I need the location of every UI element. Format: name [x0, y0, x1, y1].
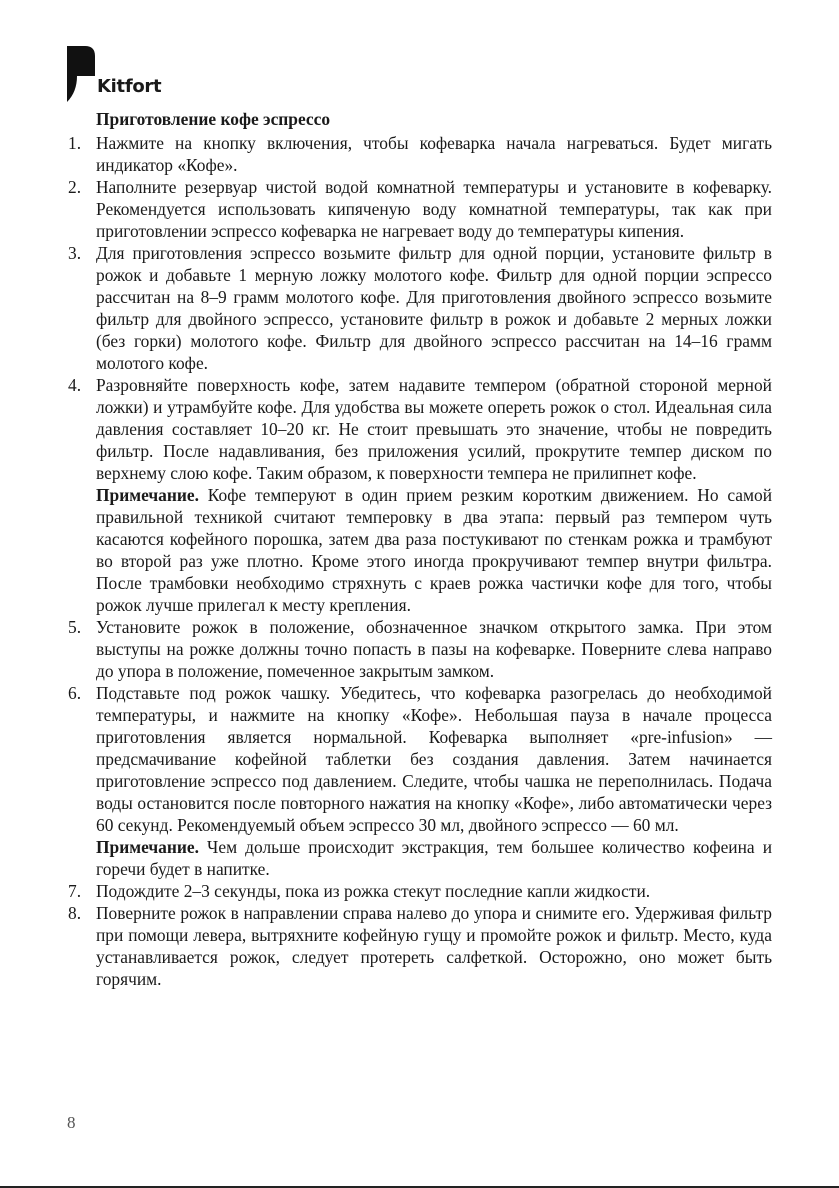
page-number: 8 — [67, 1113, 76, 1132]
step-text: Наполните резервуар чистой водой комнатной температуры и установите в кофеварку. Рекомендуется использовать кипяченую воду комнатной температуры, так как при приготовлении эспрессо кофеварка не нагревает воду до температуры кипения. — [96, 177, 772, 241]
step-3 — [66, 242, 772, 374]
step-number: 3. — [68, 243, 82, 263]
brand-logo — [67, 46, 187, 106]
step-number: 4. — [68, 375, 82, 395]
step-5 — [66, 616, 772, 682]
step-text: Установите рожок в положение, обозначенное значком открытого замка. При этом выступы на рожке должны точно попасть в пазы на кофеварке. Поверните слева направо до упора в положение, помеченное закрытым замком. — [96, 617, 772, 681]
step-1 — [66, 132, 772, 176]
note-label: Примечание. — [96, 485, 199, 505]
step-number: 1. — [68, 133, 82, 153]
step-number: 2. — [68, 177, 82, 197]
step-2 — [66, 176, 772, 242]
step-number: 8. — [68, 903, 82, 923]
instructions — [66, 108, 772, 990]
step-number: 5. — [68, 617, 82, 637]
step-8 — [66, 902, 772, 990]
step-number: 6. — [68, 683, 82, 703]
section-title: Приготовление кофе эспрессо — [96, 109, 331, 129]
step-text: Для приготовления эспрессо возьмите фильтр для одной порции, установите фильтр в рожок и добавьте 1 мерную ложку молотого кофе. Фильтр для одной порции эспрессо рассчитан на 8–9 грамм молотого кофе. Для приготовления двойного эспрессо возьмите фильтр для двойного эспрессо, установите фильтр в рожок и добавьте 2 мерных ложки (без горки) молотого кофе. Фильтр для двойного эспрессо рассчитан на 14–16 грамм молотого кофе. — [96, 243, 772, 373]
step-6 — [66, 682, 772, 880]
step-note — [96, 836, 772, 880]
steps-list — [66, 132, 772, 990]
step-text: Поверните рожок в направлении справа налево до упора и снимите его. Удерживая фильтр при помощи левера, вытряхните кофейную гущу и промойте рожок и фильтр. Место, куда устанавливается рожок, следует протереть салфеткой. Осторожно, оно может быть горячим. — [96, 903, 772, 989]
kitfort-flag-icon — [67, 46, 95, 102]
note-text: Чем дольше происходит экстракция, тем большее количество кофеина и горечи будет в напитке. — [96, 837, 772, 879]
step-text: Подставьте под рожок чашку. Убедитесь, что кофеварка разогрелась до необходимой температуры, и нажмите на кнопку «Кофе». Небольшая пауза в начале процесса приготовления является нормальной. Кофеварка выполняет «pre-infusion» — предсмачивание кофейной таблетки без создания давления. Затем начинается приготовление эспрессо под давлением. Следите, чтобы чашка не переполнилась. Подача воды остановится после повторного нажатия на кнопку «Кофе», либо автоматически через 60 секунд. Рекомендуемый объем эспрессо 30 мл, двойного эспрессо — 60 мл. — [96, 683, 772, 835]
step-text: Нажмите на кнопку включения, чтобы кофеварка начала нагреваться. Будет мигать индикатор «Кофе». — [96, 133, 772, 175]
note-label: Примечание. — [96, 837, 199, 857]
step-4 — [66, 374, 772, 616]
brand-name: Kitfort — [97, 76, 162, 97]
step-note — [96, 484, 772, 616]
note-text: Кофе темперуют в один прием резким коротким движением. Но самой правильной техникой считают темперовку в два этапа: первый раз темпером чуть касаются кофейного порошка, затем два раза постукивают по стенкам рожка и трамбуют во второй раз уже плотно. Кроме этого иногда прокручивают темпер внутри фильтра. После трамбовки необходимо стряхнуть с краев рожка частички кофе для того, чтобы рожок лучше прилегал к месту крепления. — [96, 485, 772, 615]
step-7 — [66, 880, 772, 902]
step-text: Разровняйте поверхность кофе, затем надавите темпером (обратной стороной мерной ложки) и утрамбуйте кофе. Для удобства вы можете опереть рожок о стол. Идеальная сила давления составляет 10–20 кг. Не стоит превышать это значение, чтобы не повредить фильтр. После надавливания, без приложения усилий, прокрутите темпер диском по верхнему слою кофе. Таким образом, к поверхности темпера не прилипнет кофе. — [96, 375, 772, 483]
step-text: Подождите 2–3 секунды, пока из рожка стекут последние капли жидкости. — [96, 881, 651, 901]
step-number: 7. — [68, 881, 82, 901]
